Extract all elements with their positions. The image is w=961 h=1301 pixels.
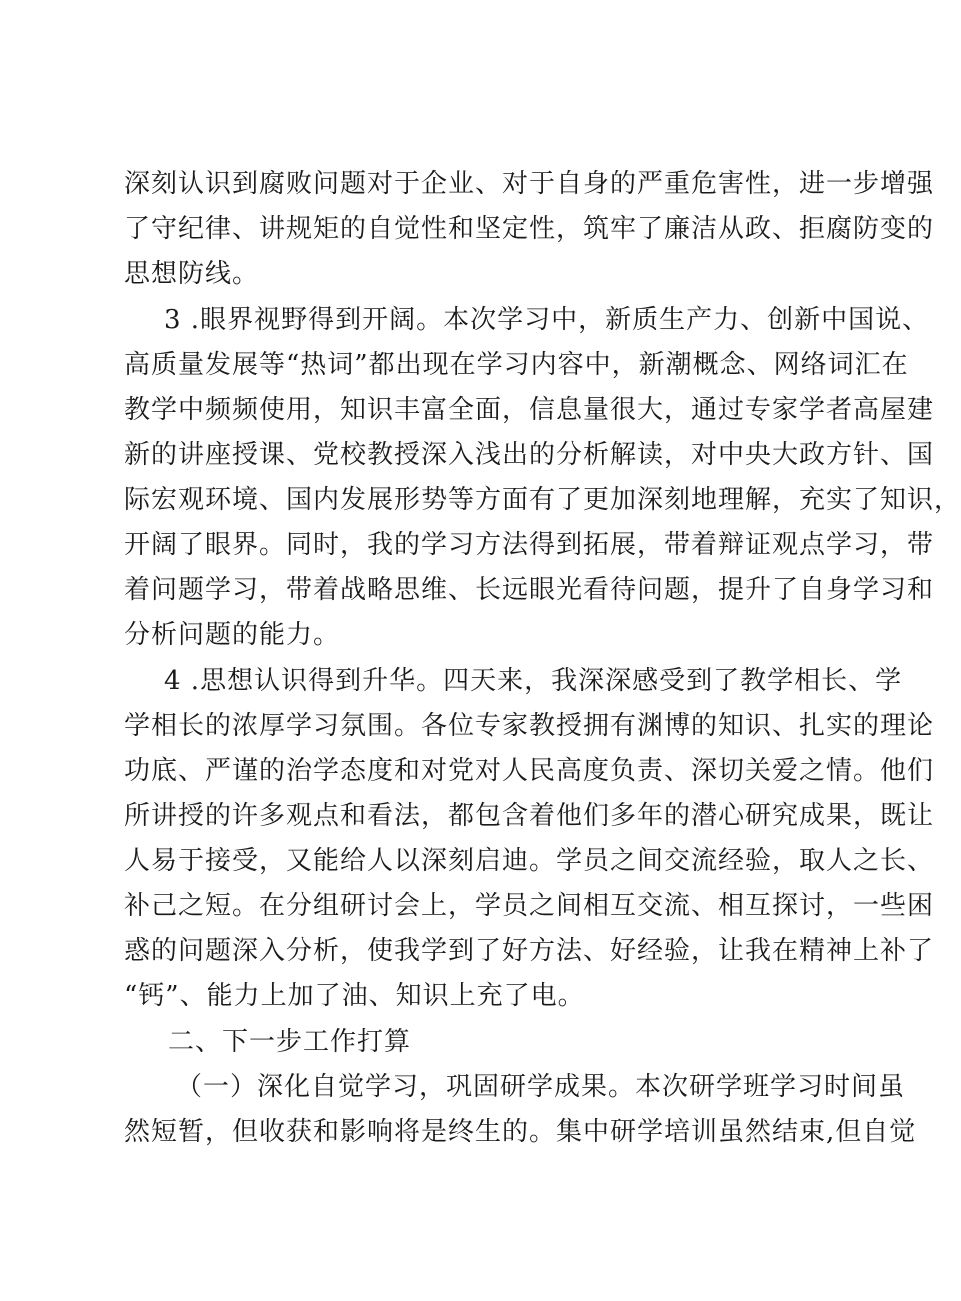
paragraph-line: 补己之短。在分组研讨会上，学员之间相互交流、相互探讨，一些困 <box>124 891 935 921</box>
paragraph-line: 开阔了眼界。同时，我的学习方法得到拓展，带着辩证观点学习，带 <box>124 530 935 560</box>
paragraph-line: 惑的问题深入分析，使我学到了好方法、好经验，让我在精神上补了 <box>124 936 935 966</box>
paragraph-line: 3 .眼界视野得到开阔。本次学习中，新质生产力、创新中国说、 <box>164 305 930 335</box>
paragraph-line: 着问题学习，带着战略思维、长远眼光看待问题，提升了自身学习和 <box>124 575 935 605</box>
paragraph-line: 际宏观环境、国内发展形势等方面有了更加深刻地理解，充实了知识， <box>124 485 961 515</box>
paragraph-line: “钙”、能力上加了油、知识上充了电。 <box>124 981 585 1011</box>
paragraph-line: 学相长的浓厚学习氛围。各位专家教授拥有渊博的知识、扎实的理论 <box>124 711 935 741</box>
paragraph-line: 思想防线。 <box>124 259 260 289</box>
paragraph-line: 分析问题的能力。 <box>124 620 341 650</box>
paragraph-line: 人易于接受，又能给人以深刻启迪。学员之间交流经验，取人之长、 <box>124 846 935 876</box>
paragraph-line: （一）深化自觉学习，巩固研学成果。本次研学班学习时间虽 <box>176 1072 906 1102</box>
paragraph-line: 功底、严谨的治学态度和对党对人民高度负责、深切关爱之情。他们 <box>124 756 935 786</box>
paragraph-line: 深刻认识到腐败问题对于企业、对于自身的严重危害性，进一步增强 <box>124 169 935 199</box>
paragraph-line: 高质量发展等“热词”都出现在学习内容中，新潮概念、网络词汇在 <box>124 350 909 380</box>
paragraph-line: 新的讲座授课、党校教授深入浅出的分析解读，对中央大政方针、国 <box>124 440 935 470</box>
paragraph-line: 4 .思想认识得到升华。四天来，我深深感受到了教学相长、学 <box>164 666 903 696</box>
paragraph-line: 了守纪律、讲规矩的自觉性和坚定性，筑牢了廉洁从政、拒腐防变的 <box>124 214 935 244</box>
section-heading: 二、下一步工作打算 <box>168 1027 412 1057</box>
paragraph-line: 教学中频频使用，知识丰富全面，信息量很大，通过专家学者高屋建 <box>124 395 935 425</box>
paragraph-line: 然短暂，但收获和影响将是终生的。集中研学培训虽然结束,但自觉 <box>124 1117 917 1147</box>
paragraph-line: 所讲授的许多观点和看法，都包含着他们多年的潜心研究成果，既让 <box>124 801 935 831</box>
